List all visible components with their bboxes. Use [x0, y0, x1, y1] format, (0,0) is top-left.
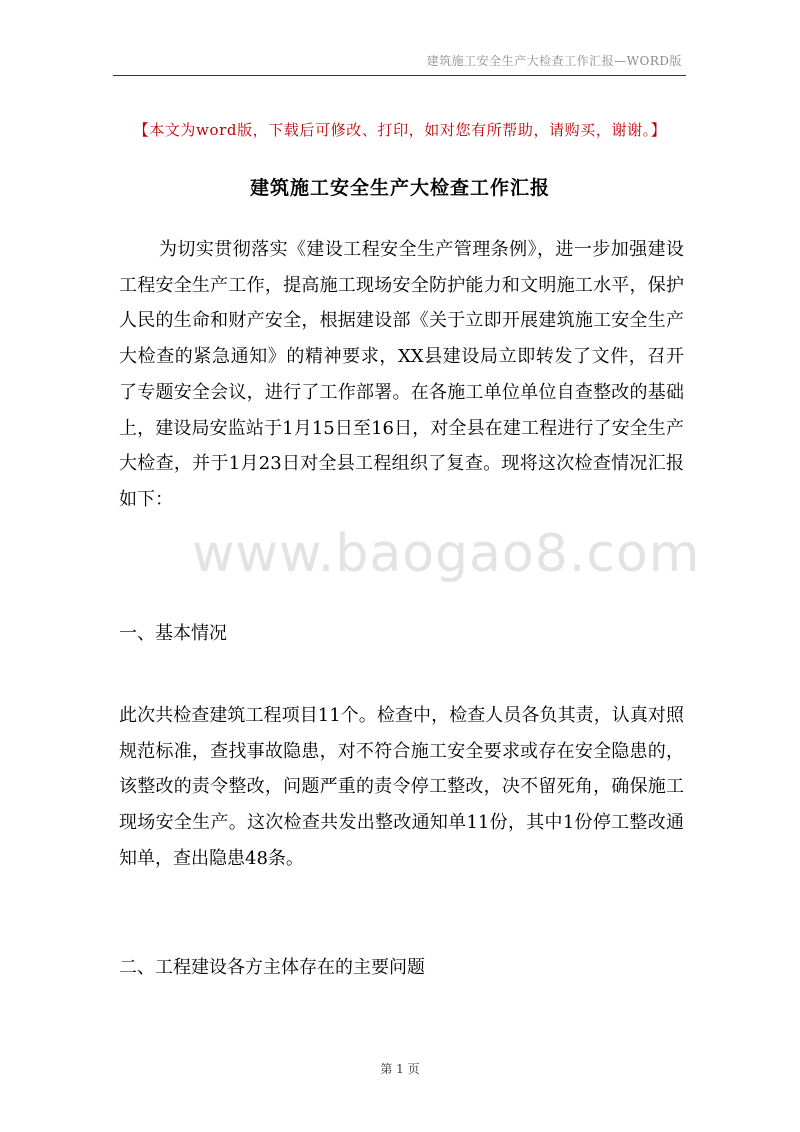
basic-situation-paragraph: 此次共检查建筑工程项目11个。检查中，检查人员各负其责，认真对照规范标准，查找事故隐患，对不符合施工安全要求或存在安全隐患的，该整改的责令整改，问题严重的责令停工整改，决不留死角，确保施工现场安全生产。这次检查共发出整改通知单11份，其中1份停工整改通知单，查出隐患48条。: [119, 705, 684, 869]
page-number: 第 1 页: [380, 1062, 420, 1076]
watermark: www.baogao8.com: [192, 524, 701, 584]
download-notice: 【本文为word版，下载后可修改、打印，如对您有所帮助，请购买，谢谢。】: [133, 121, 667, 139]
document-title: 建筑施工安全生产大检查工作汇报: [249, 177, 550, 199]
header-rule: [113, 75, 686, 76]
intro-paragraph: 为切实贯彻落实《建设工程安全生产管理条例》，进一步加强建设工程安全生产工作，提高施工现场安全防护能力和文明施工水平，保护人民的生命和财产安全，根据建设部《关于立即开展建筑施工安全生产大检查的紧急通知》的精神要求，XX县建设局立即转发了文件，召开了专题安全会议，进行了工作部署。在各施工单位单位自查整改的基础上，建设局安监站于1月15日至16日，对全县在建工程进行了安全生产大检查，并于1月23日对全县工程组织了复查。现将这次检查情况汇报如下：: [119, 239, 684, 510]
section-heading-basic-situation: 一、基本情况: [119, 623, 227, 644]
section-heading-main-problems: 二、工程建设各方主体存在的主要问题: [119, 957, 425, 978]
running-header: 建筑施工安全生产大检查工作汇报—WORD版: [426, 54, 682, 68]
